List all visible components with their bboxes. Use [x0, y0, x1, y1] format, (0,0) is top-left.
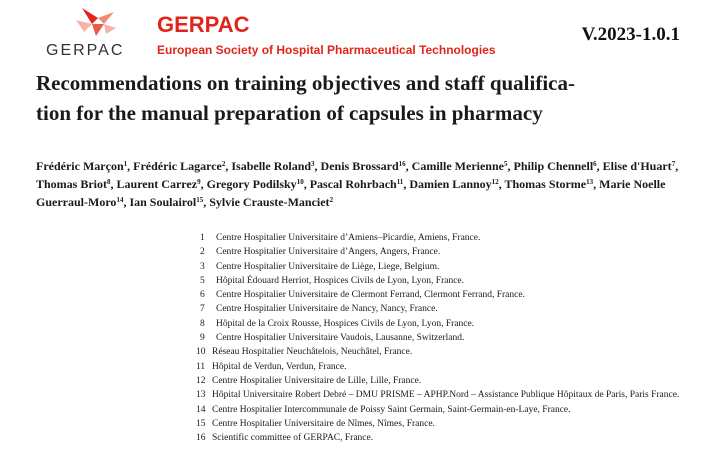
- affiliation-item: [196, 274, 696, 288]
- author-separator: ,: [225, 159, 232, 173]
- author-name: Thomas Storme: [504, 177, 587, 191]
- author-affiliation-marker: 2: [329, 196, 334, 204]
- affiliation-number: 9: [200, 333, 205, 344]
- document-version: V.2023-1.0.1: [581, 24, 680, 45]
- author-separator: ,: [596, 159, 603, 173]
- author-separator: ,: [498, 177, 505, 191]
- affiliation-number: 12: [196, 375, 206, 386]
- org-subtitle: European Society of Hospital Pharmaceutical Technologies: [157, 43, 496, 57]
- affiliation-list: [196, 231, 696, 445]
- gerpac-logo: [46, 6, 146, 66]
- author-list: [36, 157, 686, 211]
- affiliation-number: 6: [200, 290, 205, 301]
- author-name: Thomas Briot: [36, 177, 108, 191]
- author-separator: ,: [123, 195, 130, 209]
- affiliation-item: [196, 231, 696, 245]
- affiliation-text: Hôpital Édouard Herriot, Hospices Civils de Lyon, Lyon, France.: [216, 275, 465, 286]
- author-affiliation-marker: 16: [398, 160, 406, 168]
- author-separator: ,: [127, 159, 134, 173]
- author-name: Philip Chennell: [513, 159, 594, 173]
- affiliation-item: [196, 331, 696, 345]
- affiliation-text: Centre Hospitalier Universitaire de Lille, Lille, France.: [212, 375, 422, 386]
- affiliation-text: Centre Hospitalier Universitaire de Liège, Liege, Belgium.: [216, 261, 440, 272]
- author-name: Laurent Carrez: [116, 177, 198, 191]
- affiliation-item: [196, 403, 696, 417]
- author-affiliation-marker: 6: [593, 160, 597, 168]
- author-separator: ,: [507, 159, 514, 173]
- affiliation-number: 14: [196, 404, 206, 415]
- author-affiliation-marker: 9: [197, 178, 201, 186]
- author-name: Isabelle Roland: [231, 159, 312, 173]
- affiliation-item: [196, 360, 696, 374]
- affiliation-item: [196, 431, 696, 445]
- author-separator: ,: [675, 159, 679, 173]
- author-name: Marie Noelle Guerraul-Moro: [36, 177, 666, 209]
- author-separator: ,: [200, 177, 207, 191]
- author-affiliation-marker: 8: [107, 178, 111, 186]
- author-affiliation-marker: 15: [196, 196, 204, 204]
- affiliation-number: 2: [200, 247, 205, 258]
- author-affiliation-marker: 3: [311, 160, 315, 168]
- author-affiliation-marker: 14: [116, 196, 124, 204]
- affiliation-item: [196, 260, 696, 274]
- affiliation-text: Centre Hospitalier Universitaire d’Amiens–Picardie, Amiens, France.: [216, 233, 481, 243]
- author-name: Damien Lannoy: [409, 177, 492, 191]
- affiliation-item: [196, 245, 696, 259]
- author-name: Frédéric Marçon: [36, 159, 124, 173]
- org-name: GERPAC: [157, 12, 250, 37]
- author-name: Gregory Podilsky: [206, 177, 297, 191]
- author-separator: ,: [110, 177, 117, 191]
- author-affiliation-marker: 5: [503, 160, 508, 168]
- logo-wordmark: GERPAC: [46, 42, 125, 59]
- affiliation-number: 5: [200, 275, 205, 286]
- affiliation-number: 11: [196, 361, 206, 372]
- affiliation-item: [196, 388, 696, 402]
- gerpac-logo-icon: [68, 6, 120, 42]
- affiliation-text: Réseau Hospitalier Neuchâtelois, Neuchâtel, France.: [212, 347, 413, 358]
- author-name: Elise d'Huart: [602, 159, 672, 173]
- affiliation-number: 7: [200, 304, 205, 315]
- affiliation-item: [196, 345, 696, 359]
- author-affiliation-marker: 13: [586, 178, 594, 186]
- paper-title: [36, 68, 686, 128]
- affiliation-item: [196, 417, 696, 431]
- affiliation-number: 15: [196, 418, 206, 429]
- affiliation-text: Hôpital Universitaire Robert Debré – DMU PRISME – APHP.Nord – Assistance Publique Hôpitaux de Paris, Paris France.: [212, 390, 680, 401]
- author-affiliation-marker: 7: [671, 160, 676, 168]
- author-affiliation-marker: 2: [221, 160, 226, 168]
- paper-title-line-2: tion for the manual preparation of capsules in pharmacy: [36, 101, 543, 125]
- affiliation-text: Centre Hospitalier Intercommunale de Poissy Saint Germain, Saint-Germain-en-Laye, France.: [212, 404, 571, 415]
- affiliation-text: Centre Hospitalier Universitaire de Nîmes, Nîmes, France.: [212, 418, 435, 429]
- affiliation-number: 16: [196, 433, 206, 444]
- affiliation-text: Scientific committee of GERPAC, France.: [212, 433, 374, 444]
- affiliation-number: 10: [196, 347, 206, 358]
- affiliation-text: Hôpital de la Croix Rousse, Hospices Civils de Lyon, Lyon, France.: [216, 318, 475, 329]
- author-name: Sylvie Crauste-Manciet: [209, 195, 330, 209]
- affiliation-number: 8: [200, 318, 205, 329]
- author-separator: ,: [403, 177, 410, 191]
- author-separator: ,: [593, 177, 600, 191]
- author-name: Camille Merienne: [411, 159, 504, 173]
- author-affiliation-marker: 11: [396, 178, 404, 186]
- author-separator: ,: [203, 195, 210, 209]
- author-name: Pascal Rohrbach: [309, 177, 397, 191]
- author-separator: ,: [314, 159, 321, 173]
- affiliation-text: Centre Hospitalier Universitaire de Clermont Ferrand, Clermont Ferrand, France.: [216, 290, 525, 301]
- author-separator: ,: [405, 159, 412, 173]
- author-affiliation-marker: 1: [123, 160, 128, 168]
- author-affiliation-marker: 10: [296, 178, 304, 186]
- author-affiliation-marker: 12: [491, 178, 499, 186]
- author-name: Ian Soulairol: [129, 195, 197, 209]
- affiliation-number: 13: [196, 390, 206, 401]
- affiliation-text: Hôpital de Verdun, Verdun, France.: [212, 361, 347, 372]
- affiliation-text: Centre Hospitalier Universitaire d’Angers, Angers, France.: [216, 247, 441, 258]
- author-name: Denis Brossard: [320, 159, 399, 173]
- affiliation-item: [196, 302, 696, 316]
- affiliation-number: 1: [200, 233, 205, 243]
- affiliation-text: Centre Hospitalier Universitaire Vaudois, Lausanne, Switzerland.: [216, 333, 465, 344]
- author-separator: ,: [303, 177, 310, 191]
- affiliation-text: Centre Hospitalier Universitaire de Nancy, Nancy, France.: [216, 304, 438, 315]
- paper-title-line-1: Recommendations on training objectives and staff qualifica-: [36, 71, 575, 95]
- author-name: Frédéric Lagarce: [133, 159, 222, 173]
- affiliation-item: [196, 374, 696, 388]
- affiliation-number: 3: [200, 261, 205, 272]
- affiliation-item: [196, 288, 696, 302]
- affiliation-item: [196, 317, 696, 331]
